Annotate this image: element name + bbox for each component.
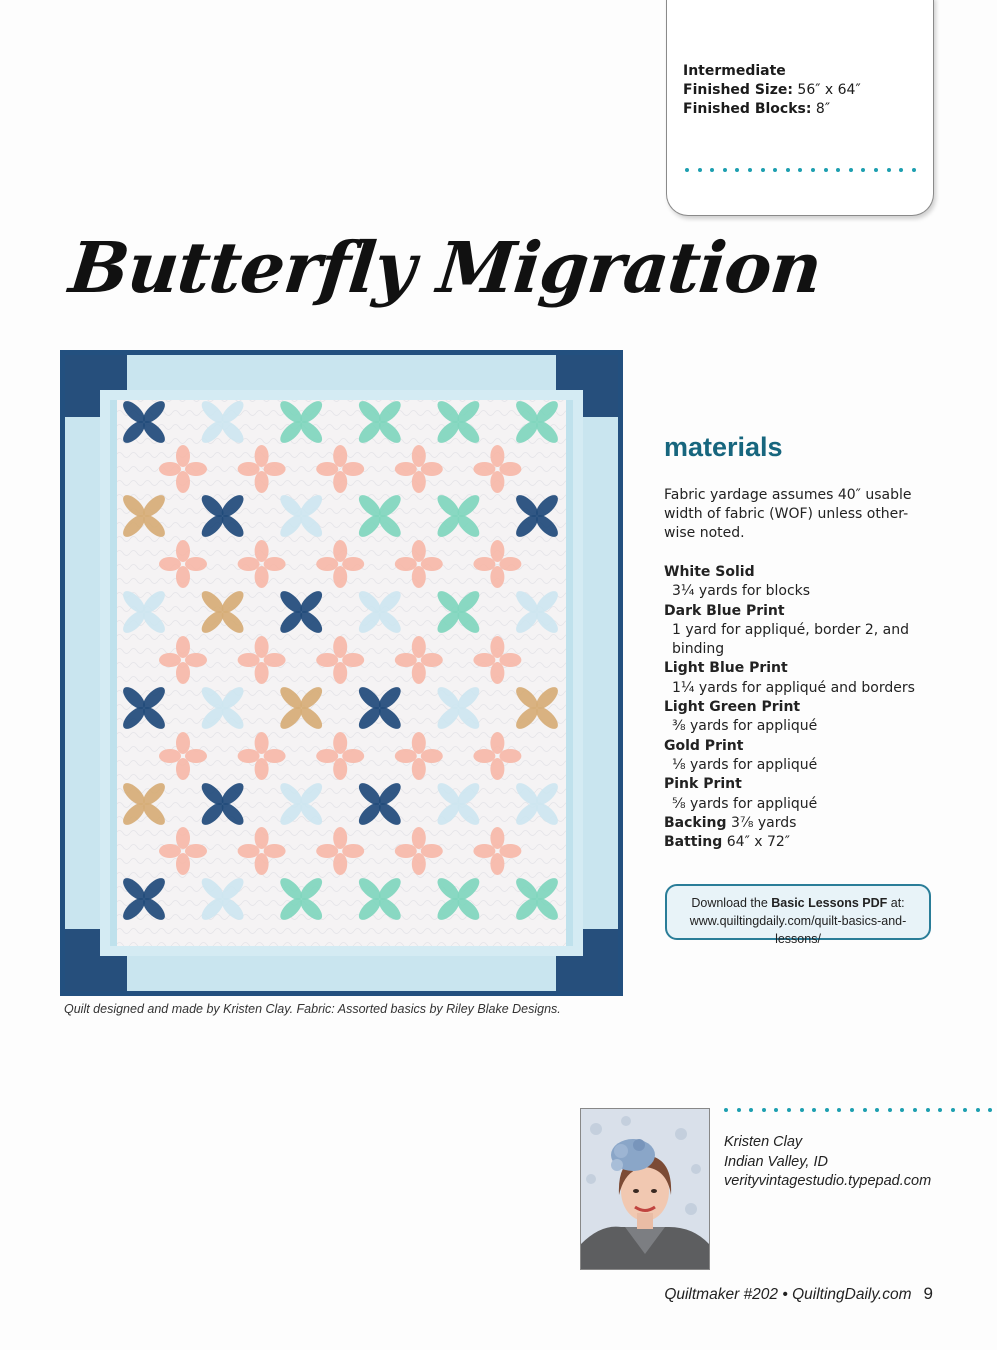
motif-petal	[185, 557, 207, 571]
quilt-illustration	[60, 350, 623, 996]
motif-petal	[342, 653, 364, 667]
pattern-info-box	[666, 0, 934, 216]
footer-magazine: Quiltmaker #202 • QuiltingDaily.com	[664, 1286, 912, 1303]
material-name: Gold Print	[664, 737, 744, 754]
motif-petal	[499, 844, 521, 858]
download-pdf-name: Basic Lessons PDF	[771, 896, 888, 910]
motif-petal	[421, 653, 443, 667]
motif-petal	[490, 853, 504, 875]
motif-petal	[159, 557, 181, 571]
motif-petal	[316, 749, 338, 763]
finished-size-label: Finished Size:	[683, 82, 793, 98]
designer-name: Kristen Clay	[724, 1134, 803, 1150]
motif-petal	[490, 758, 504, 780]
material-detail: 1¼ yards for appliqué and borders	[672, 679, 915, 696]
motif-petal	[473, 653, 495, 667]
motif-petal	[185, 653, 207, 667]
motif-petal	[412, 471, 426, 493]
motif-petal	[473, 462, 495, 476]
motif-petal	[255, 471, 269, 493]
divider-dot	[900, 1108, 904, 1112]
motif-petal	[176, 566, 190, 588]
motif-petal	[342, 557, 364, 571]
motif-petal	[395, 749, 417, 763]
motif-petal	[264, 462, 286, 476]
divider-dot	[926, 1108, 930, 1112]
material-name: Light Green Print	[664, 699, 801, 716]
motif-petal	[255, 445, 269, 467]
motif-petal	[185, 749, 207, 763]
motif-petal	[412, 732, 426, 754]
motif-petal	[238, 653, 260, 667]
page-footer	[664, 1284, 933, 1304]
designer-website[interactable]: verityvintagestudio.typepad.com	[724, 1173, 932, 1189]
motif-petal	[412, 445, 426, 467]
divider-dot	[837, 1108, 841, 1112]
divider-dot	[787, 1108, 791, 1112]
download-line	[667, 894, 929, 912]
designer-info	[724, 1133, 931, 1192]
motif-petal	[490, 732, 504, 754]
motif-petal	[176, 540, 190, 562]
motif-petal	[264, 844, 286, 858]
backing-value: 3⅞ yards	[730, 814, 797, 831]
motif-petal	[255, 636, 269, 658]
motif-petal	[176, 471, 190, 493]
motif-petal	[395, 462, 417, 476]
material-detail: ⅛ yards for appliqué	[672, 756, 818, 773]
motif-petal	[176, 636, 190, 658]
motif-petal	[490, 445, 504, 467]
motif-petal	[421, 844, 443, 858]
divider-dot	[723, 168, 727, 172]
motif-petal	[395, 557, 417, 571]
motif-petal	[412, 827, 426, 849]
motif-petal	[316, 462, 338, 476]
quilt-photo	[60, 350, 623, 996]
divider-dot	[748, 168, 752, 172]
motif-petal	[333, 827, 347, 849]
materials-list	[664, 563, 934, 852]
info-dot-divider	[685, 168, 916, 172]
motif-petal	[473, 749, 495, 763]
material-detail: 3¼ yards for blocks	[672, 583, 811, 600]
material-name: White Solid	[664, 564, 755, 580]
divider-dot	[861, 168, 865, 172]
motif-petal	[421, 462, 443, 476]
divider-dot	[773, 168, 777, 172]
motif-petal	[412, 853, 426, 875]
divider-dot	[824, 168, 828, 172]
motif-petal	[490, 662, 504, 684]
divider-dot	[812, 1108, 816, 1112]
motif-petal	[316, 844, 338, 858]
motif-petal	[255, 853, 269, 875]
photo-caption: Quilt designed and made by Kristen Clay. Fabric: Assorted basics by Riley Blake Designs.	[64, 1002, 561, 1016]
motif-petal	[333, 471, 347, 493]
motif-petal	[499, 653, 521, 667]
motif-petal	[159, 749, 181, 763]
divider-dot	[863, 1108, 867, 1112]
divider-dot	[761, 168, 765, 172]
divider-dot	[685, 168, 689, 172]
divider-dot	[875, 1108, 879, 1112]
motif-petal	[176, 758, 190, 780]
motif-petal	[255, 566, 269, 588]
motif-petal	[333, 758, 347, 780]
motif-petal	[421, 749, 443, 763]
finished-blocks-value: 8″	[815, 101, 831, 117]
material-name: Light Blue Print	[664, 660, 788, 677]
divider-dot	[850, 1108, 854, 1112]
motif-petal	[342, 844, 364, 858]
motif-petal	[395, 653, 417, 667]
motif-petal	[342, 749, 364, 763]
material-name: Dark Blue Print	[664, 602, 785, 619]
motif-petal	[499, 749, 521, 763]
skill-level: Intermediate	[683, 63, 786, 79]
divider-dot	[762, 1108, 766, 1112]
motif-petal	[255, 827, 269, 849]
motif-petal	[159, 653, 181, 667]
motif-petal	[238, 844, 260, 858]
designer-dot-divider	[724, 1108, 992, 1112]
material-item	[664, 737, 934, 776]
material-name: Pink Print	[664, 776, 742, 793]
motif-petal	[490, 566, 504, 588]
batting-label: Batting	[664, 834, 723, 851]
download-url-link[interactable]: www.quiltingdaily.com/quilt-basics-and-lessons/	[689, 914, 907, 946]
divider-dot	[951, 1108, 955, 1112]
motif-petal	[499, 557, 521, 571]
designer-location: Indian Valley, ID	[724, 1153, 828, 1170]
motif-petal	[176, 662, 190, 684]
material-detail: ⅜ yards for appliqué	[672, 718, 818, 735]
divider-dot	[749, 1108, 753, 1112]
pattern-title: Butterfly Migration	[65, 226, 826, 309]
motif-petal	[333, 636, 347, 658]
material-item	[664, 659, 934, 698]
motif-petal	[176, 732, 190, 754]
pattern-info-lines	[683, 62, 861, 119]
motif-petal	[333, 732, 347, 754]
divider-dot	[786, 168, 790, 172]
motif-petal	[185, 462, 207, 476]
motif-petal	[412, 758, 426, 780]
divider-dot	[913, 1108, 917, 1112]
divider-dot	[963, 1108, 967, 1112]
motif-petal	[238, 462, 260, 476]
material-detail: 1 yard for appliqué, border 2, and binding	[672, 621, 909, 658]
motif-petal	[412, 566, 426, 588]
motif-petal	[333, 540, 347, 562]
divider-dot	[737, 1108, 741, 1112]
material-item	[664, 698, 934, 737]
motif-petal	[316, 653, 338, 667]
motif-petal	[490, 540, 504, 562]
motif-petal	[473, 557, 495, 571]
motif-petal	[159, 462, 181, 476]
motif-petal	[490, 471, 504, 493]
material-item	[664, 775, 934, 814]
designer-portrait	[581, 1109, 709, 1269]
divider-dot	[988, 1108, 992, 1112]
divider-dot	[912, 168, 916, 172]
divider-dot	[874, 168, 878, 172]
material-item	[664, 602, 934, 660]
motif-petal	[176, 853, 190, 875]
divider-dot	[887, 168, 891, 172]
divider-dot	[798, 168, 802, 172]
motif-petal	[412, 662, 426, 684]
motif-petal	[412, 540, 426, 562]
motif-petal	[490, 827, 504, 849]
motif-petal	[421, 557, 443, 571]
divider-dot	[899, 168, 903, 172]
motif-petal	[333, 662, 347, 684]
batting-row	[664, 833, 934, 852]
motif-petal	[490, 636, 504, 658]
divider-dot	[800, 1108, 804, 1112]
finished-blocks-label: Finished Blocks:	[683, 101, 812, 117]
download-lessons-box[interactable]	[665, 884, 931, 946]
divider-dot	[976, 1108, 980, 1112]
motif-petal	[412, 636, 426, 658]
motif-petal	[316, 557, 338, 571]
motif-petal	[264, 557, 286, 571]
motif-petal	[255, 662, 269, 684]
materials-intro: Fabric yardage assumes 40″ usable width of fabric (WOF) unless other-wise noted.	[664, 487, 912, 542]
divider-dot	[698, 168, 702, 172]
motif-petal	[499, 462, 521, 476]
divider-dot	[888, 1108, 892, 1112]
backing-row	[664, 814, 934, 833]
divider-dot	[735, 168, 739, 172]
motif-petal	[238, 749, 260, 763]
motif-petal	[185, 844, 207, 858]
motif-petal	[395, 844, 417, 858]
material-detail: ⅝ yards for appliqué	[672, 795, 818, 812]
divider-dot	[825, 1108, 829, 1112]
divider-dot	[836, 168, 840, 172]
batting-value: 64″ x 72″	[726, 834, 791, 851]
motif-petal	[255, 732, 269, 754]
finished-size-value: 56″ x 64″	[797, 82, 861, 98]
motif-petal	[176, 827, 190, 849]
download-suffix: at:	[887, 896, 905, 910]
divider-dot	[710, 168, 714, 172]
material-item	[664, 563, 934, 602]
motif-petal	[333, 853, 347, 875]
motif-petal	[176, 445, 190, 467]
divider-dot	[811, 168, 815, 172]
motif-petal	[333, 445, 347, 467]
divider-dot	[774, 1108, 778, 1112]
motif-petal	[238, 557, 260, 571]
motif-petal	[342, 462, 364, 476]
divider-dot	[938, 1108, 942, 1112]
motif-petal	[255, 540, 269, 562]
download-prefix: Download the	[691, 896, 772, 910]
motif-petal	[255, 758, 269, 780]
page-number: 9	[923, 1284, 933, 1303]
motif-petal	[264, 749, 286, 763]
motif-petal	[159, 844, 181, 858]
designer-photo	[580, 1108, 710, 1270]
motif-petal	[333, 566, 347, 588]
backing-label: Backing	[664, 814, 727, 831]
divider-dot	[849, 168, 853, 172]
motif-petal	[473, 844, 495, 858]
divider-dot	[724, 1108, 728, 1112]
motif-petal	[264, 653, 286, 667]
materials-heading: materials	[664, 432, 783, 462]
